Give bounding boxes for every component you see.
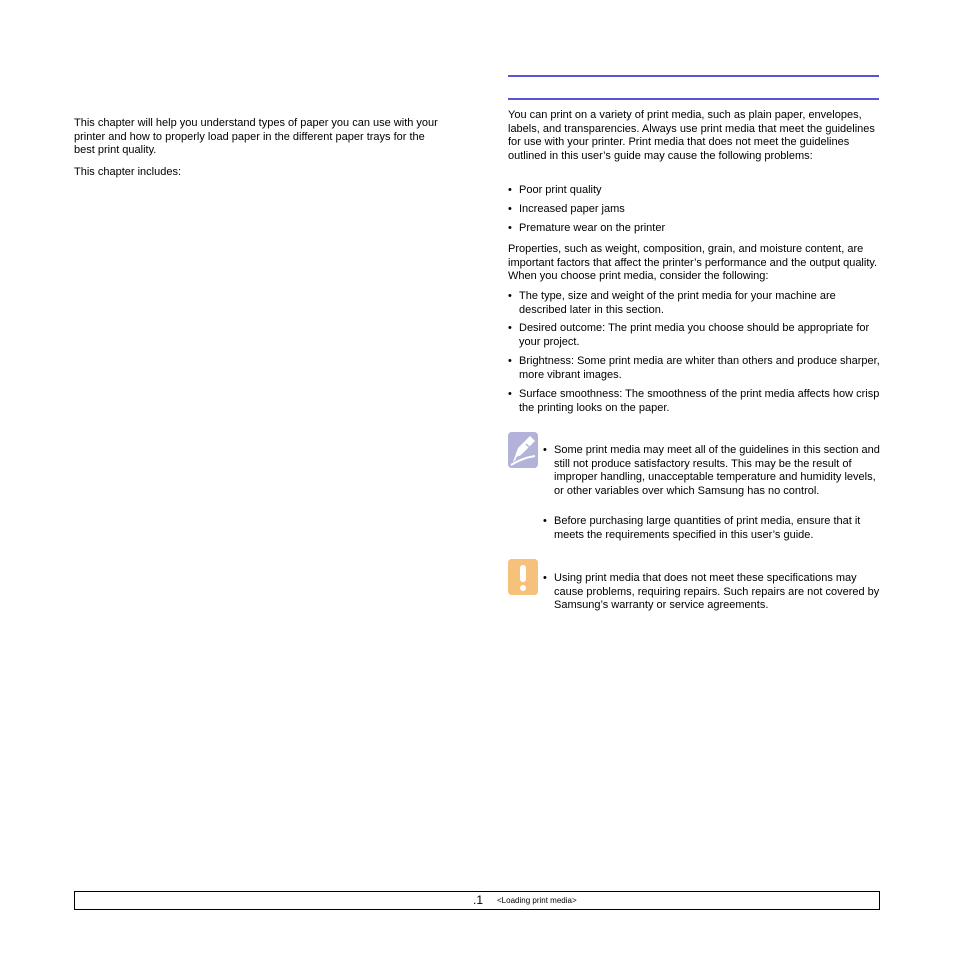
list-item: • Some print media may meet all of the guidelines in this section and still not produce satisfactory results. This may be the result of improper handling, unacceptable temperature and humidity levels, or other variables over which Samsung has no control.: [543, 444, 880, 498]
section-paragraph-1: You can print on a variety of print media, such as plain paper, envelopes, labels, and transparencies. Always use print media that meet the guidelines for use with your printer. Print media that does not meet the guidelines outlined in this user’s guide may cause the following problems:: [508, 109, 875, 163]
list-item: • Premature wear on the printer: [508, 222, 666, 234]
section-top-rule: [508, 75, 879, 77]
exclamation-icon: [508, 559, 538, 595]
list-item: • Surface smoothness: The smoothness of the print media affects how crisp the printing looks on the paper.: [508, 388, 880, 414]
note-pencil-icon: [508, 432, 538, 468]
section-heading-rule: [508, 98, 879, 100]
list-item: • Increased paper jams: [508, 203, 625, 215]
list-item: • Desired outcome: The print media you choose should be appropriate for your project.: [508, 322, 870, 348]
list-item: • Before purchasing large quantities of print media, ensure that it meets the requirements specified in this user’s guide.: [543, 515, 861, 541]
chapter-title: <Loading print media>: [497, 896, 577, 905]
list-item: • Brightness: Some print media are whiter than others and produce sharper, more vibrant images.: [508, 355, 880, 381]
page-footer: [74, 891, 880, 910]
list-item: • Poor print quality: [508, 184, 602, 196]
note-pencil-icon: [508, 432, 538, 468]
section-paragraph-2: Properties, such as weight, composition, grain, and moisture content, are important factors that affect the printer’s performance and the output quality. When you choose print media, consider the following:: [508, 243, 878, 283]
page-number: .1: [473, 893, 484, 907]
exclamation-icon: [508, 559, 538, 595]
chapter-includes-label: This chapter includes:: [74, 166, 181, 178]
intro-paragraph: This chapter will help you understand types of paper you can use with your printer and how to properly load paper in the different paper trays for the best print quality.: [74, 117, 438, 157]
list-item: • Using print media that does not meet these specifications may cause problems, requiring repairs. Such repairs are not covered by Samsung’s warranty or service agreements.: [543, 572, 880, 612]
list-item: • The type, size and weight of the print media for your machine are described later in this section.: [508, 290, 836, 316]
